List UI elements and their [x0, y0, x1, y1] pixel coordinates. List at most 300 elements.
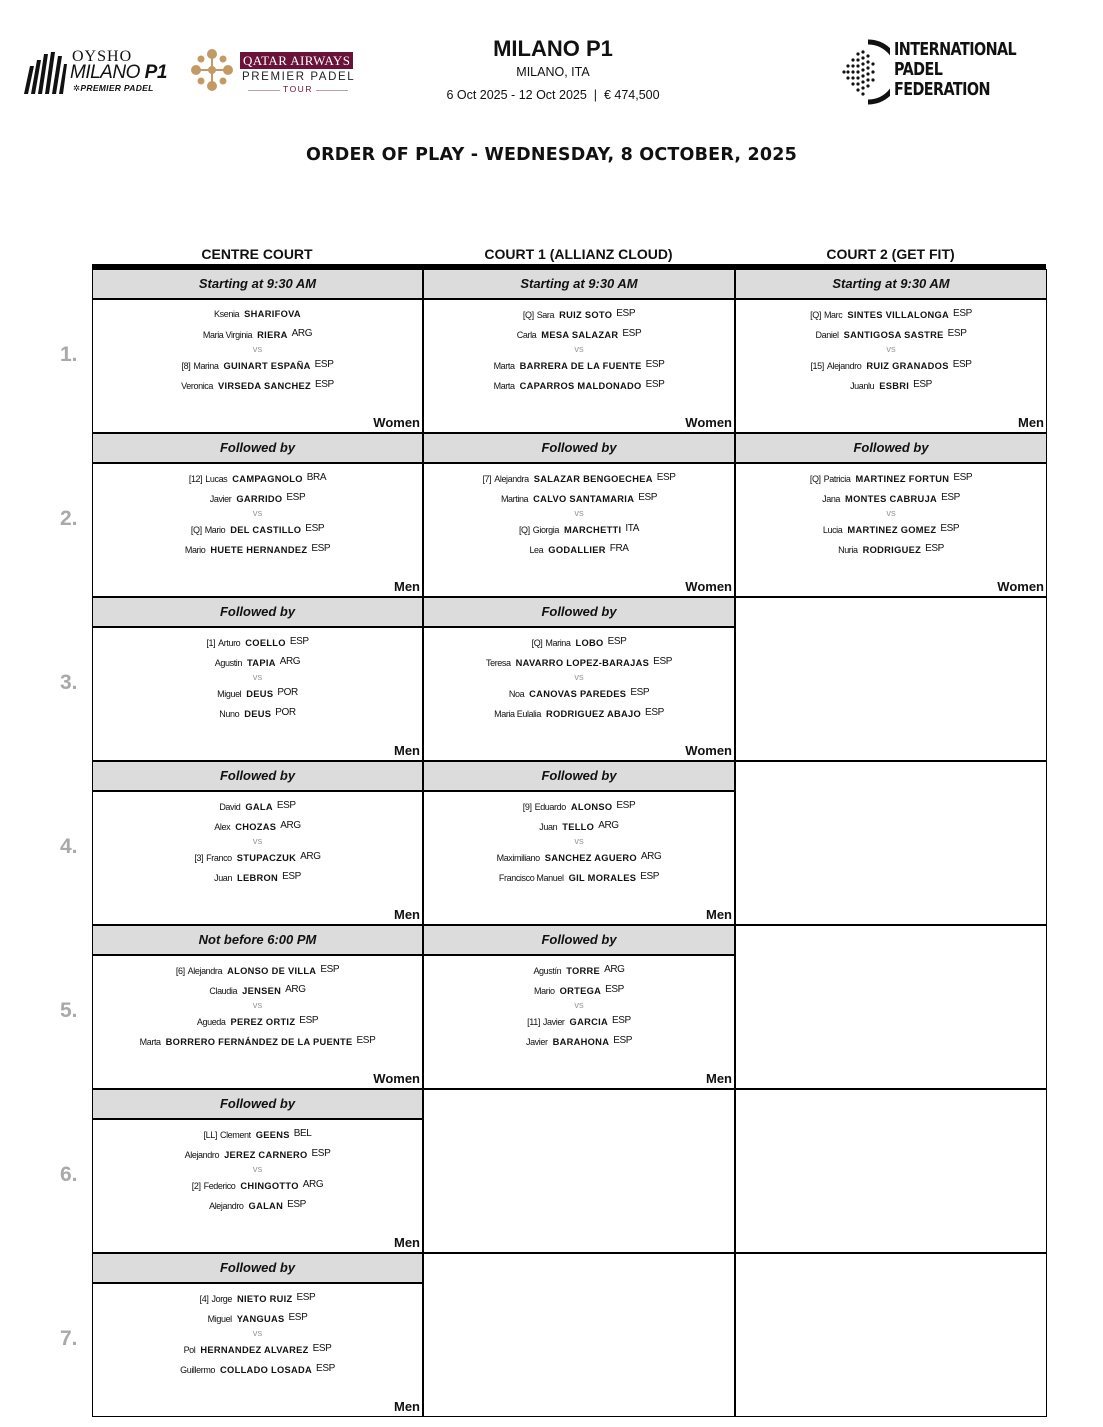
player-last-name: GARCIA: [569, 1017, 609, 1027]
player-nationality: ESP: [282, 871, 301, 882]
player-last-name: RUIZ GRANADOS: [866, 361, 949, 371]
player-first-name: Miguel: [217, 689, 242, 699]
match-time-band: Followed by: [424, 598, 734, 628]
player-first-name: Javier: [209, 494, 232, 504]
player-nationality: ESP: [276, 800, 296, 811]
premier-padel-flower-icon: [188, 46, 236, 94]
versus-label: vs: [574, 1000, 584, 1011]
player-nationality: ESP: [630, 687, 650, 698]
player-line: [424, 683, 734, 703]
match-card: [423, 761, 735, 925]
player-last-name: MARCHETTI: [563, 525, 622, 535]
ipf-logo: [838, 38, 1028, 108]
player-nationality: ESP: [296, 1292, 316, 1303]
player-nationality: ESP: [656, 472, 676, 483]
empty-slot: [735, 1253, 1047, 1417]
match-card: [423, 269, 735, 433]
match-category: Women: [997, 579, 1044, 594]
player-first-name: Alejandro: [209, 1201, 244, 1211]
player-last-name: ORTEGA: [559, 986, 602, 996]
player-seed: [1]: [206, 638, 216, 648]
match-card: [92, 925, 423, 1089]
match-card: [423, 597, 735, 761]
match-time-band: Followed by: [93, 1254, 422, 1284]
player-line: [424, 304, 734, 324]
player-last-name: CHOZAS: [235, 822, 277, 832]
match-card: [92, 761, 423, 925]
court-header-court1: COURT 1 (ALLIANZ CLOUD): [484, 246, 673, 262]
player-line: [736, 519, 1046, 539]
player-first-name: Marina: [545, 638, 571, 648]
player-seed: [9]: [522, 802, 532, 812]
player-first-name: Marc: [823, 310, 843, 320]
empty-slot: [423, 1253, 735, 1417]
empty-slot: [735, 925, 1047, 1089]
player-last-name: DEUS: [244, 709, 272, 719]
padel-ball-icon: [838, 38, 890, 106]
player-last-name: NIETO RUIZ: [237, 1294, 293, 1304]
match-category: Men: [394, 743, 420, 758]
premier-padel-small: ✲PREMIER PADEL: [73, 83, 154, 93]
player-line: [93, 375, 422, 395]
player-last-name: LOBO: [575, 638, 604, 648]
player-first-name: Alejandro: [184, 1150, 220, 1160]
player-last-name: GIL MORALES: [568, 873, 637, 883]
player-nationality: ESP: [320, 964, 340, 975]
match-card: [92, 1253, 423, 1417]
player-nationality: ESP: [311, 1148, 331, 1159]
player-seed: [3]: [194, 853, 204, 863]
player-first-name: Juan: [539, 822, 558, 832]
match-category: Women: [685, 415, 732, 430]
player-seed: [Q]: [190, 525, 202, 535]
match-card: [735, 269, 1047, 433]
player-last-name: ALONSO DE VILLA: [227, 966, 317, 976]
player-first-name: Ksenia: [214, 309, 240, 319]
player-line: [93, 1359, 422, 1379]
empty-slot: [735, 761, 1047, 925]
player-nationality: ESP: [953, 472, 973, 483]
player-last-name: JENSEN: [242, 986, 282, 996]
player-line: [424, 980, 734, 1000]
oysho-bars-icon: [22, 50, 68, 96]
player-nationality: ARG: [280, 820, 301, 831]
player-nationality: ESP: [616, 308, 636, 319]
player-line: [93, 468, 422, 488]
player-first-name: Agueda: [196, 1017, 226, 1027]
match-card: [735, 433, 1047, 597]
player-first-name: Pol: [183, 1345, 196, 1355]
versus-label: vs: [252, 672, 263, 683]
player-seed: [7]: [482, 474, 492, 484]
player-line: [93, 355, 422, 375]
player-last-name: CANOVAS PAREDES: [529, 689, 627, 699]
player-first-name: Giorgia: [532, 525, 559, 535]
player-first-name: Marta: [493, 381, 515, 391]
match-time-band: Followed by: [424, 926, 734, 956]
player-line: [93, 1308, 422, 1328]
player-nationality: ARG: [640, 851, 662, 862]
player-last-name: MESA SALAZAR: [541, 330, 619, 340]
player-nationality: ESP: [645, 379, 665, 390]
player-line: [424, 1011, 734, 1031]
court-header-court2: COURT 2 (GET FIT): [826, 246, 955, 262]
match-category: Women: [685, 579, 732, 594]
player-first-name: Noa: [508, 689, 525, 699]
player-first-name: Miguel: [207, 1314, 232, 1324]
order-of-play-title: ORDER OF PLAY - WEDNESDAY, 8 OCTOBER, 2025: [306, 145, 797, 165]
player-last-name: STUPACZUK: [236, 853, 297, 863]
player-first-name: Marta: [493, 361, 515, 371]
player-last-name: GUINART ESPAÑA: [223, 361, 311, 371]
player-first-name: Carla: [516, 330, 537, 340]
player-line: [93, 1339, 422, 1359]
versus-label: vs: [252, 836, 263, 847]
player-line: [93, 980, 422, 1000]
player-nationality: BEL: [293, 1128, 312, 1139]
versus-label: vs: [574, 344, 584, 355]
player-nationality: ARG: [279, 656, 301, 667]
player-last-name: PEREZ ORTIZ: [230, 1017, 296, 1027]
player-last-name: HERNANDEZ ALVAREZ: [200, 1345, 309, 1355]
row-number: 4.: [60, 835, 78, 858]
player-first-name: Alejandro: [826, 361, 862, 371]
player-last-name: DEL CASTILLO: [230, 525, 302, 535]
player-last-name: COELLO: [245, 638, 286, 648]
player-line: [93, 1288, 422, 1308]
match-time-band: Followed by: [736, 434, 1046, 464]
player-last-name: BORRERO FERNÁNDEZ DE LA PUENTE: [165, 1037, 353, 1047]
player-first-name: Franco: [206, 853, 232, 863]
player-first-name: Claudia: [209, 986, 238, 996]
player-line: [93, 960, 422, 980]
player-last-name: MARTINEZ FORTUN: [855, 474, 950, 484]
player-line: [93, 703, 422, 723]
player-first-name: Veronica: [181, 381, 213, 391]
qatar-airways-wordmark: QATAR AIRWAYS: [240, 52, 353, 69]
player-nationality: ESP: [287, 1199, 306, 1210]
player-first-name: Marina: [193, 361, 219, 371]
player-nationality: ESP: [316, 1363, 335, 1374]
player-first-name: Juan: [214, 873, 233, 883]
player-last-name: CALVO SANTAMARIA: [533, 494, 635, 504]
player-nationality: ITA: [625, 523, 640, 534]
player-line: [736, 324, 1046, 344]
player-nationality: FRA: [609, 543, 629, 554]
match-time-band: Followed by: [93, 1090, 422, 1120]
player-nationality: ARG: [604, 964, 625, 975]
player-last-name: SANTIGOSA SASTRE: [843, 330, 944, 340]
player-line: [424, 960, 734, 980]
player-last-name: CAMPAGNOLO: [232, 474, 303, 484]
player-first-name: Sara: [536, 310, 555, 320]
player-nationality: ESP: [314, 359, 334, 370]
player-nationality: ESP: [953, 308, 972, 319]
player-seed: [15]: [810, 361, 824, 371]
milano-wordmark: MILANO P1: [70, 62, 167, 83]
player-nationality: ARG: [291, 328, 313, 339]
player-nationality: ESP: [645, 707, 664, 718]
player-nationality: ESP: [356, 1035, 376, 1046]
player-nationality: ESP: [913, 379, 932, 390]
player-nationality: ESP: [947, 328, 967, 339]
player-nationality: ESP: [638, 492, 658, 503]
player-line: [93, 1031, 422, 1051]
player-first-name: Mario: [534, 986, 555, 996]
player-first-name: Agustin: [214, 658, 243, 668]
player-seed: [Q]: [522, 310, 534, 320]
player-line: [93, 816, 422, 836]
player-last-name: NAVARRO LOPEZ-BARAJAS: [515, 658, 650, 668]
player-first-name: Maria Virginia: [202, 330, 253, 340]
player-line: [93, 1124, 422, 1144]
player-first-name: Marta: [139, 1037, 161, 1047]
versus-label: vs: [252, 508, 263, 519]
player-line: [93, 1011, 422, 1031]
player-last-name: YANGUAS: [236, 1314, 285, 1324]
player-seed: [Q]: [518, 525, 530, 535]
player-nationality: POR: [275, 707, 296, 718]
player-nationality: ARG: [300, 851, 321, 862]
player-first-name: Juanlu: [850, 381, 875, 391]
player-last-name: CAPARROS MALDONADO: [519, 381, 642, 391]
player-line: [93, 796, 422, 816]
oysho-wordmark: OYSHO: [72, 48, 133, 65]
player-last-name: GALAN: [248, 1201, 284, 1211]
player-line: [424, 539, 734, 559]
player-last-name: JEREZ CARNERO: [224, 1150, 308, 1160]
match-time-band: Starting at 9:30 AM: [424, 270, 734, 300]
player-first-name: Maximiliano: [496, 853, 540, 863]
player-first-name: Guillermo: [180, 1365, 216, 1375]
match-category: Men: [1018, 415, 1044, 430]
player-first-name: Federico: [203, 1181, 236, 1191]
match-category: Women: [685, 743, 732, 758]
player-first-name: Javier: [542, 1017, 565, 1027]
match-card: [92, 1089, 423, 1253]
player-nationality: ESP: [605, 984, 624, 995]
player-line: [424, 867, 734, 887]
player-line: [93, 652, 422, 672]
player-line: [424, 375, 734, 395]
player-first-name: Mario: [184, 545, 206, 555]
player-seed: [6]: [175, 966, 185, 976]
player-first-name: Alex: [214, 822, 231, 832]
player-last-name: HUETE HERNANDEZ: [210, 545, 308, 555]
player-first-name: Nuria: [838, 545, 858, 555]
player-nationality: ESP: [941, 492, 960, 503]
match-time-band: Starting at 9:30 AM: [736, 270, 1046, 300]
player-seed: [Q]: [531, 638, 543, 648]
player-nationality: ARG: [285, 984, 306, 995]
player-line: [93, 683, 422, 703]
player-first-name: Jorge: [211, 1294, 232, 1304]
player-seed: [11]: [527, 1017, 540, 1027]
row-number: 7.: [60, 1327, 78, 1350]
empty-slot: [423, 1089, 735, 1253]
player-last-name: RUIZ SOTO: [559, 310, 613, 320]
player-seed: [Q]: [809, 474, 821, 484]
player-first-name: Lucia: [822, 525, 843, 535]
player-last-name: VIRSEDA SANCHEZ: [218, 381, 312, 391]
player-first-name: David: [219, 802, 241, 812]
player-last-name: RODRIGUEZ ABAJO: [545, 709, 642, 719]
player-line: [93, 488, 422, 508]
match-card: [92, 433, 423, 597]
player-line: [424, 652, 734, 672]
player-last-name: TORRE: [566, 966, 601, 976]
player-last-name: BARRERA DE LA FUENTE: [519, 361, 642, 371]
player-line: [93, 539, 422, 559]
match-card: [423, 433, 735, 597]
player-nationality: ESP: [940, 523, 960, 534]
player-line: [93, 1144, 422, 1164]
player-last-name: ALONSO: [570, 802, 613, 812]
player-last-name: COLLADO LOSADA: [220, 1365, 313, 1375]
player-nationality: ESP: [312, 1343, 332, 1354]
player-nationality: ARG: [302, 1179, 324, 1190]
player-first-name: Alejandra: [187, 966, 223, 976]
player-seed: [2]: [191, 1181, 201, 1191]
player-nationality: ESP: [289, 636, 309, 647]
empty-slot: [735, 597, 1047, 761]
versus-label: vs: [574, 508, 584, 519]
player-line: [93, 847, 422, 867]
versus-label: vs: [252, 1000, 263, 1011]
player-nationality: ESP: [305, 523, 325, 534]
player-nationality: ESP: [311, 543, 331, 554]
match-time-band: Starting at 9:30 AM: [93, 270, 422, 300]
match-category: Men: [706, 1071, 732, 1086]
match-card: [92, 597, 423, 761]
player-last-name: MARTINEZ GOMEZ: [847, 525, 937, 535]
player-line: [736, 468, 1046, 488]
player-nationality: ESP: [952, 359, 972, 370]
row-number: 5.: [60, 999, 78, 1022]
match-category: Men: [394, 1399, 420, 1414]
match-time-band: Followed by: [93, 434, 422, 464]
player-last-name: GEENS: [255, 1130, 290, 1140]
player-last-name: CHINGOTTO: [240, 1181, 299, 1191]
match-category: Men: [394, 579, 420, 594]
match-card: [423, 925, 735, 1089]
player-line: [93, 632, 422, 652]
player-first-name: Javier: [525, 1037, 548, 1047]
player-last-name: TAPIA: [247, 658, 276, 668]
match-category: Women: [373, 1071, 420, 1086]
milano-p1-logo: [20, 44, 360, 104]
match-time-band: Followed by: [424, 434, 734, 464]
player-line: [424, 796, 734, 816]
player-nationality: ESP: [925, 543, 944, 554]
player-last-name: DEUS: [246, 689, 274, 699]
player-line: [736, 375, 1046, 395]
player-first-name: Nuno: [219, 709, 240, 719]
player-nationality: ESP: [315, 379, 334, 390]
player-line: [424, 488, 734, 508]
player-nationality: POR: [277, 687, 298, 698]
player-last-name: SINTES VILLALONGA: [847, 310, 950, 320]
player-last-name: ESBRI: [879, 381, 910, 391]
player-last-name: MONTES CABRUJA: [845, 494, 938, 504]
player-line: [424, 847, 734, 867]
player-line: [424, 1031, 734, 1051]
match-category: Men: [394, 1235, 420, 1250]
player-seed: [LL]: [203, 1130, 217, 1140]
event-dates-prize: 6 Oct 2025 - 12 Oct 2025 | € 474,500: [446, 88, 660, 102]
player-first-name: Martina: [500, 494, 529, 504]
player-first-name: Francisco Manuel: [498, 873, 564, 883]
player-nationality: ESP: [640, 871, 660, 882]
player-first-name: Teresa: [486, 658, 511, 668]
player-seed: [4]: [199, 1294, 209, 1304]
player-last-name: LEBRON: [237, 873, 279, 883]
player-first-name: Mario: [204, 525, 226, 535]
match-card: [92, 269, 423, 433]
player-line: [93, 304, 422, 324]
player-line: [736, 488, 1046, 508]
player-last-name: GODALLIER: [548, 545, 606, 555]
player-line: [424, 632, 734, 652]
court-header-centre: CENTRE COURT: [201, 246, 313, 262]
player-nationality: ESP: [613, 1035, 633, 1046]
match-time-band: Followed by: [424, 762, 734, 792]
player-first-name: Lucas: [205, 474, 228, 484]
player-first-name: Clement: [219, 1130, 251, 1140]
player-last-name: SANCHEZ AGUERO: [544, 853, 637, 863]
player-line: [93, 1175, 422, 1195]
player-last-name: SALAZAR BENGOECHEA: [533, 474, 653, 484]
versus-label: vs: [574, 672, 584, 683]
empty-slot: [735, 1089, 1047, 1253]
player-nationality: ESP: [645, 359, 665, 370]
row-number: 6.: [60, 1163, 78, 1186]
player-last-name: BARAHONA: [552, 1037, 610, 1047]
versus-label: vs: [252, 1328, 263, 1339]
player-last-name: SHARIFOVA: [244, 309, 301, 319]
match-time-band: Followed by: [93, 598, 422, 628]
row-number: 3.: [60, 671, 78, 694]
player-nationality: ESP: [299, 1015, 319, 1026]
player-line: [736, 304, 1046, 324]
tour-wordmark: TOUR: [242, 84, 354, 94]
player-nationality: ESP: [288, 1312, 308, 1323]
player-nationality: ESP: [653, 656, 672, 667]
versus-label: vs: [252, 344, 263, 355]
row-number: 1.: [60, 343, 78, 366]
player-line: [93, 1195, 422, 1215]
player-line: [424, 703, 734, 723]
versus-label: vs: [574, 836, 584, 847]
premier-padel-wordmark: PREMIER PADEL: [242, 71, 356, 83]
player-nationality: ESP: [616, 800, 636, 811]
player-line: [736, 355, 1046, 375]
player-first-name: Patricia: [823, 474, 851, 484]
player-line: [424, 324, 734, 344]
match-time-band: Followed by: [93, 762, 422, 792]
player-first-name: Agustín: [533, 966, 562, 976]
player-first-name: Lea: [529, 545, 544, 555]
player-first-name: Maria Eulalia: [494, 709, 541, 719]
player-line: [424, 468, 734, 488]
player-line: [736, 539, 1046, 559]
player-nationality: ESP: [612, 1015, 631, 1026]
player-seed: [8]: [181, 361, 191, 371]
player-seed: [Q]: [810, 310, 821, 320]
match-time-band: Not before 6:00 PM: [93, 926, 422, 956]
player-first-name: Eduardo: [534, 802, 566, 812]
versus-label: vs: [886, 344, 896, 355]
